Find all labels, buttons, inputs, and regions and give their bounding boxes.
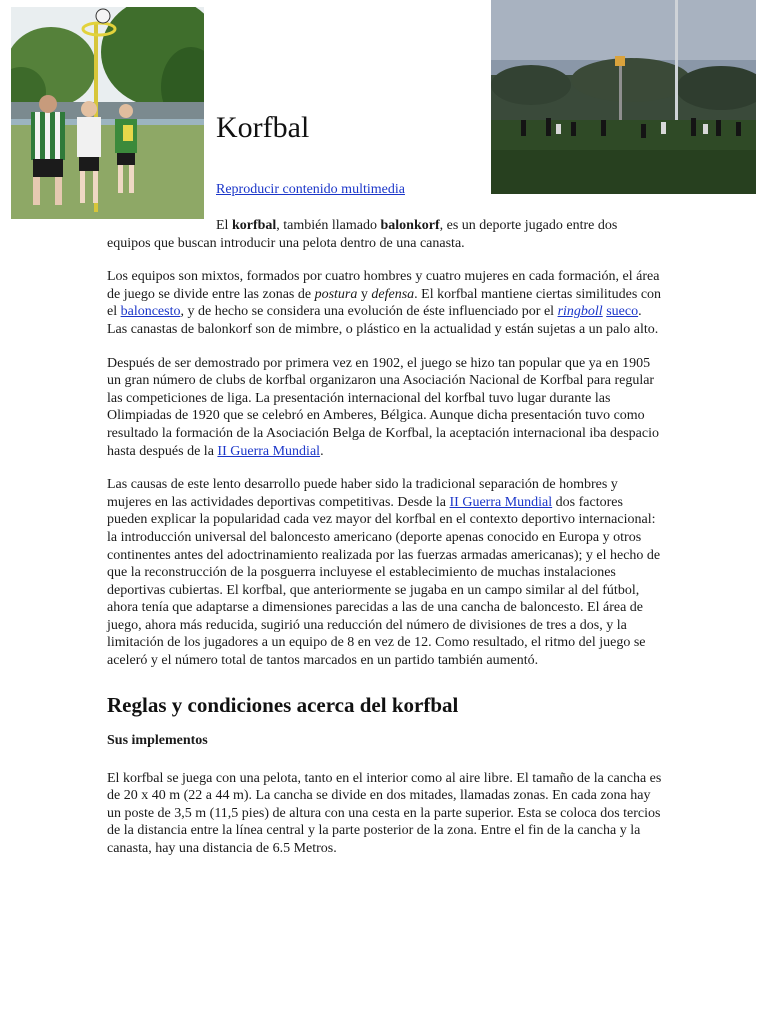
link-ringboll[interactable]: ringboll bbox=[557, 304, 603, 320]
page-title: Korfbal bbox=[216, 111, 310, 144]
link-baloncesto[interactable]: baloncesto bbox=[120, 304, 181, 320]
play-media-link[interactable]: Reproducir contenido multimedia bbox=[216, 182, 405, 197]
term-korfbal: korfbal bbox=[231, 218, 277, 233]
paragraph-development: Las causas de este lento desarrollo puede haber sido la tradicional separación de hombres y mujeres en las actividades deportivas competitivas. Desde la II Guerra Mundial dos factores pueden explicar la popularidad cada vez mayor del korfbal en el contexto deportivo internacional: la introducción universal del baloncesto americano (deporte apenas conocido en Europa y otros continentes antes del adoctrinamiento realizada por las fuerzas armadas americanas); y el hecho de que la reconstrucción de la posguerra incluyese el establecimiento de muchas instalaciones deportivas cubiertas. El korfbal, que anteriormente se jugaba en un campo similar al del fútbol, ahora tenía que adaptarse a dimensiones parecidas a las de una cancha de baloncesto. El área de juego, ahora más reducida, sugirió una reducción del número de divisiones de tres a dos, y la limitación de los jugadores a un equipo de 8 en vez de 12. Como resultado, el ritmo del juego se aceleró y el número total de tantos marcados en un partido también aumentó. bbox=[107, 477, 661, 669]
link-ii-guerra-mundial[interactable]: II Guerra Mundial bbox=[217, 443, 321, 459]
term-balonkorf: balonkorf bbox=[380, 218, 440, 233]
article-body bbox=[107, 217, 663, 874]
link-sueco[interactable]: sueco bbox=[606, 304, 639, 320]
korfball-players-image bbox=[11, 7, 204, 219]
korfball-field-image bbox=[491, 0, 756, 194]
paragraph-teams: Los equipos son mixtos, formados por cuatro hombres y cuatro mujeres en cada formación, el área de juego se divide entre las zonas de postura y defensa. El korfbal mantiene ciertas similitudes con el baloncesto, y de hecho se considera una evolución de éste influenciado por el ringboll sueco. Las canastas de balonkorf son de mimbre, o plástico en la actualidad y están sujetas a un palo alto. bbox=[107, 269, 662, 337]
paragraph-implements: El korfbal se juega con una pelota, tanto en el interior como al aire libre. El tamaño de la cancha es de 20 x 40 m (22 a 44 m). La cancha se divide en dos mitades, llamadas zonas. En cada zona hay un poste de 3,5 m (11,5 pies) de altura con una cesta en la parte superior. Esta se coloca dos tercios de la distancia entre la línea central y la parte posterior de la zona. Entre el fin de la cancha y la canasta, hay una distancia de 6.5 Metros. bbox=[107, 770, 662, 857]
paragraph-intro: El korfbal, también llamado balonkorf, es un deporte jugado entre dos equipos que buscan introducir una pelota dentro de una canasta. bbox=[107, 218, 618, 251]
korfball-players-photo bbox=[11, 7, 204, 219]
paragraph-history: Después de ser demostrado por primera vez en 1902, el juego se hizo tan popular que ya en 1905 un gran número de clubs de korfbal organizaron una Asociación Nacional de Korfbal para regular las competiciones de liga. La presentación internacional del korfbal tuvo lugar durante las Olimpiadas de 1920 que se celebró en Amberes, Bélgica. Aunque dicha presentación tuvo como resultado la formación de la Asociación Belga de Korfbal, la aceptación internacional iba despacio hasta después de la II Guerra Mundial. bbox=[107, 355, 659, 459]
section-heading-rules: Reglas y condiciones acerca del korfbal bbox=[107, 692, 459, 717]
term-postura: postura bbox=[314, 286, 358, 302]
korfball-field-match-photo bbox=[491, 0, 756, 194]
link-ii-guerra-mundial-2[interactable]: II Guerra Mundial bbox=[449, 494, 553, 510]
term-defensa: defensa bbox=[371, 286, 415, 302]
subsection-heading-implements: Sus implementos bbox=[107, 732, 208, 748]
